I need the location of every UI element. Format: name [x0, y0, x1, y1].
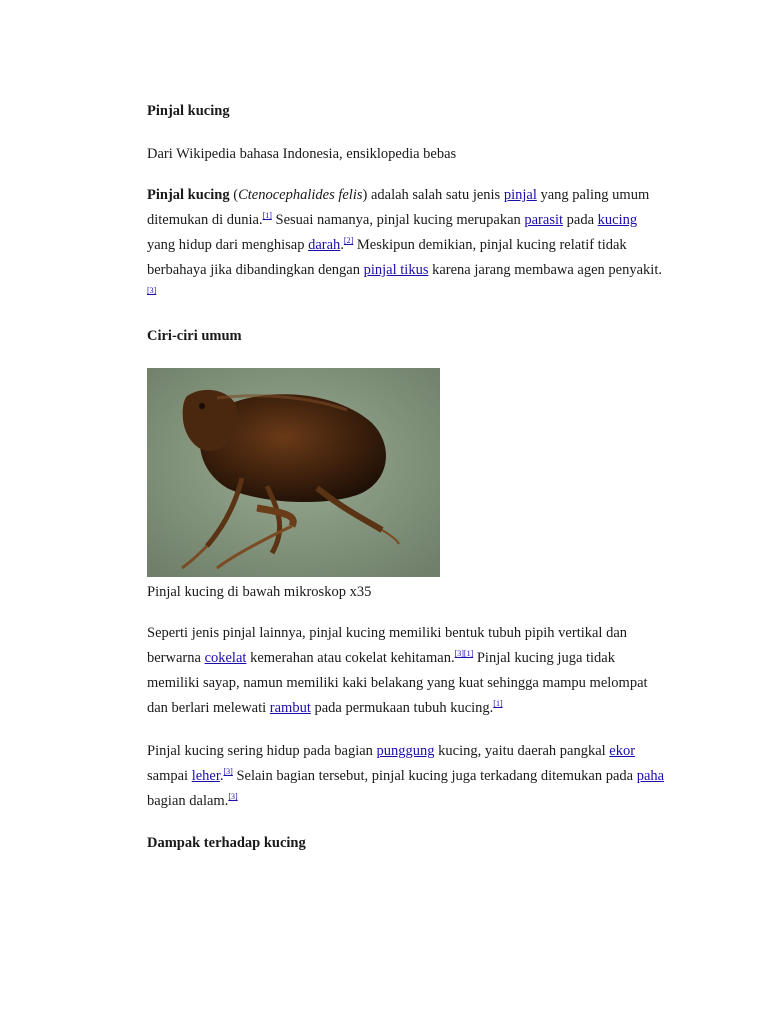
- intro-term: Pinjal kucing: [147, 187, 230, 203]
- scientific-name: Ctenocephalides felis: [238, 187, 363, 203]
- ref-link[interactable]: [3]: [454, 649, 464, 658]
- link-pinjal-tikus[interactable]: pinjal tikus: [363, 262, 429, 278]
- link-cokelat[interactable]: cokelat: [204, 650, 247, 666]
- ref-link[interactable]: [1]: [493, 699, 503, 708]
- habitat-paragraph: Pinjal kucing sering hidup pada bagian punggung kucing, yaitu daerah pangkal ekor sampai leher.[3] Selain bagian tersebut, pinjal kucing juga terkadang ditemukan pada paha bagian dalam.[3]: [147, 743, 665, 809]
- ref-link[interactable]: [3]: [223, 767, 233, 776]
- link-paha[interactable]: paha: [636, 768, 665, 784]
- link-ekor[interactable]: ekor: [609, 743, 636, 759]
- description-paragraph: Seperti jenis pinjal lainnya, pinjal kucing memiliki bentuk tubuh pipih vertikal dan berwarna cokelat kemerahan atau cokelat kehitaman.[3][1] Pinjal kucing juga tidak memiliki sayap, namun memiliki kaki belakang yang kuat sehingga mampu melompat dan berlari melewati rambut pada permukaan tubuh kucing.[1]: [147, 625, 648, 716]
- ref-link[interactable]: [1]: [463, 649, 474, 658]
- link-punggung[interactable]: punggung: [376, 743, 435, 759]
- intro-paragraph: Pinjal kucing (Ctenocephalides felis) adalah salah satu jenis pinjal yang paling umum ditemukan di dunia.[1] Sesuai namanya, pinjal kucing merupakan parasit pada kucing yang hidup dari menghisap darah.[2] Meskipun demikian, pinjal kucing relatif tidak berbahaya jika dibandingkan dengan pinjal tikus karena jarang membawa agen penyakit.[3]: [147, 187, 662, 295]
- link-rambut[interactable]: rambut: [269, 700, 311, 716]
- ref-link[interactable]: [2]: [343, 236, 354, 245]
- link-parasit[interactable]: parasit: [524, 212, 564, 228]
- link-kucing[interactable]: kucing: [597, 212, 638, 228]
- section-heading-ciri-ciri: Ciri-ciri umum: [147, 328, 242, 344]
- ref-link[interactable]: [3]: [228, 792, 238, 801]
- link-leher[interactable]: leher: [191, 768, 220, 784]
- link-darah[interactable]: darah: [308, 237, 341, 253]
- figure-caption: Pinjal kucing di bawah mikroskop x35: [147, 584, 372, 600]
- source-line: Dari Wikipedia bahasa Indonesia, ensiklopedia bebas: [147, 146, 457, 162]
- ref-link[interactable]: [3]: [147, 286, 157, 295]
- page-title: Pinjal kucing: [147, 103, 230, 119]
- link-pinjal[interactable]: pinjal: [503, 187, 537, 203]
- flea-figure: [147, 368, 667, 577]
- ref-link[interactable]: [1]: [262, 211, 272, 220]
- flea-photo: [147, 368, 440, 577]
- section-heading-dampak: Dampak terhadap kucing: [147, 835, 306, 851]
- article: [147, 100, 667, 854]
